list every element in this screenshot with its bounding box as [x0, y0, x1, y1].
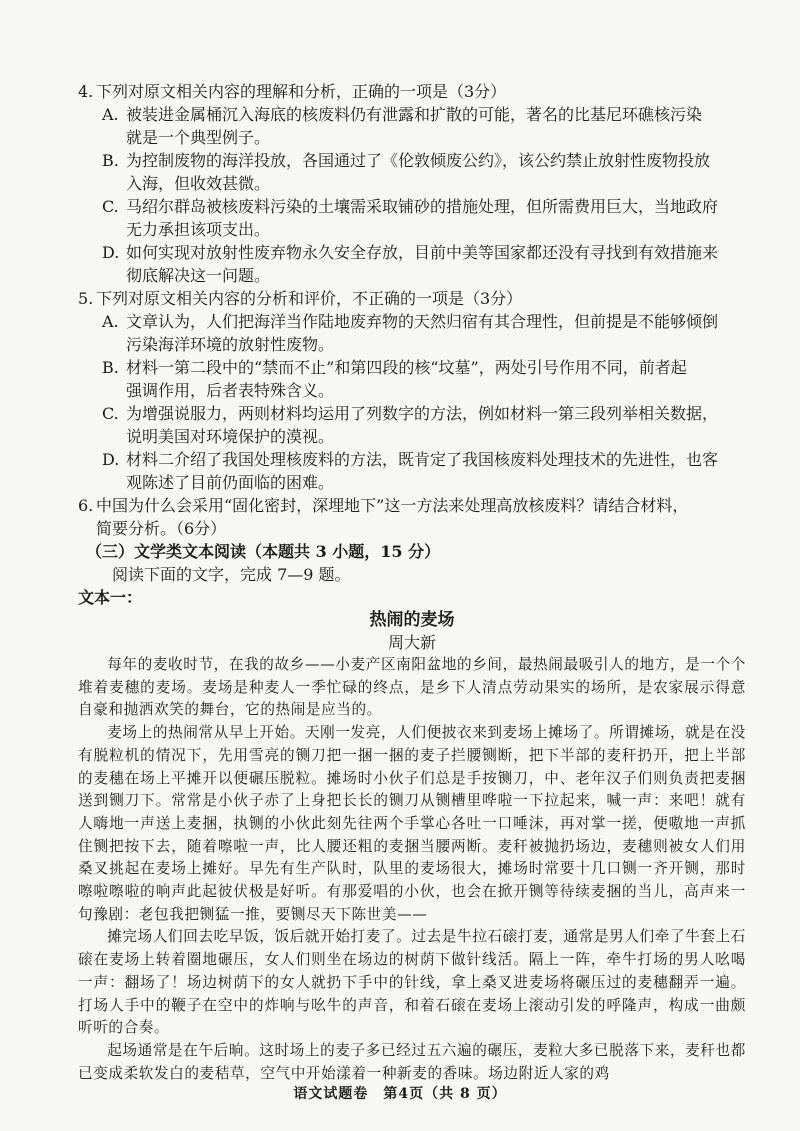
question-number: 4.: [78, 82, 94, 101]
question-number: 6.: [78, 496, 94, 515]
passage-paragraph: 摊完场人们回去吃早饭，饭后就开始打麦了。过去是牛拉石磙打麦，通常是男人们牵了牛套上石磙在麦场上转着圈地碾压，女人们则坐在场边的树荫下做针线活。隔上一阵，牵牛打场的男人吆喝一声：翻场了！场边树荫下的女人就扔下手中的针线，拿上桑叉进麦场将碾压过的麦穗翻弄一遍。打场人手中的鞭子在空中的炸响与吆牛的声音，和着石磙在麦场上滚动引发的呼隆声，构成一曲颇听听的合奏。: [78, 928, 746, 1037]
option-d: D. 材料二介绍了我国处理核废料的方法，既肯定了我国核废料处理技术的先进性，也客 观陈述了目前仍面临的困难。: [102, 450, 719, 492]
text-label: 文本一：: [78, 588, 143, 607]
option-b: B. 为控制废物的海洋投放，各国通过了《伦敦倾废公约》，该公约禁止放射性废物投放 入海，但收效甚微。: [102, 151, 711, 193]
question-5: [78, 287, 746, 494]
option-c: C. 马绍尔群岛被核废料污染的土壤需采取铺砂的措施处理，但所需费用巨大，当地政府 无力承担该项支出。: [102, 197, 719, 239]
passage-title: 热闹的麦场: [369, 610, 455, 630]
question-4: [78, 80, 746, 287]
passage-body: [78, 654, 746, 1085]
option-b: B. 材料一第二段中的“禁而不止”和第四段的核“坟墓”，两处引号作用不同，前者起 强调作用，后者表特殊含义。: [102, 358, 687, 400]
passage-paragraph: 麦场上的热闹常从早上开始。天刚一发亮，人们便披衣来到麦场上摊场了。所谓摊场，就是在没有脱粒机的情况下，先用雪亮的铡刀把一捆一捆的麦子拦腰铡断，把下半部的麦秆扔开，把上半部的麦穗在场上平摊开以便碾压脱粒。摊场时小伙子们总是手按铡刀，中、老年汉子们则负责把麦捆送到铡刀下。常常是小伙子赤了上身把长长的铡刀从铡槽里哗啦一下拉起来，喊一声：来吧！就有人嗨地一声送上麦捆，执铡的小伙此刻先往两个手掌心各吐一口唾沫，再对掌一搓，便嗷地一声抓住铡把按下去，随着嚓啦一声，比人腰还粗的麦捆当腰两断。麦秆被抛扔场边，麦穗则被女人们用桑叉挑起在麦场上摊好。早先有生产队时，队里的麦场很大，摊场时常要十几口铡一齐开铡，那时嚓啦嚓啦的响声此起彼伏极是好听。有那爱唱的小伙，也会在掀开铡等待续麦捆的当儿，高声来一句豫剧：老包我把铡猛一推，要铡尽天下陈世美——: [78, 724, 746, 923]
question-stem: 中国为什么会采用“固化密封，深埋地下”这一方法来处理高放核废料？请结合材料，: [96, 496, 689, 515]
option-a: A. 被装进金属桶沉入海底的核废料仍有泄露和扩散的可能，著名的比基尼环礁核污染 就是一个典型例子。: [102, 105, 703, 147]
passage-paragraph: 每年的麦收时节，在我的故乡——小麦产区南阳盆地的乡间，最热闹最吸引人的地方，是一个个堆着麦穗的麦场。麦场是种麦人一季忙碌的终点，是乡下人清点劳动果实的场所，是农家展示得意自豪和抛洒欢笑的舞台，它的热闹是应当的。: [78, 656, 746, 719]
page-footer: 语文试题卷 第4页（共 8 页）: [293, 1086, 507, 1102]
section-heading: （三）文学类文本阅读（本题共 3 小题，15 分）: [86, 542, 441, 561]
question-stem: 下列对原文相关内容的分析和评价，不正确的一项是（3分）: [96, 289, 523, 308]
question-stem-continued: 简要分析。（6分）: [96, 519, 227, 538]
option-c: C. 为增强说服力，两则材料均运用了列数字的方法，例如材料一第三段列举相关数据， 说明美国对环境保护的漠视。: [102, 404, 719, 446]
section-instruction: 阅读下面的文字，完成 7—9 题。: [112, 565, 351, 584]
question-stem: 下列对原文相关内容的理解和分析，正确的一项是（3分）: [96, 82, 507, 101]
passage-author: 周大新: [387, 633, 436, 652]
question-number: 5.: [78, 289, 94, 308]
passage-paragraph: 起场通常是在午后晌。这时场上的麦子多已经过五六遍的碾压，麦粒大多已脱落下来，麦秆也都已变成柔软发白的麦秸草，空气中开始漾着一种新麦的香味。场边附近人家的鸡: [78, 1041, 746, 1082]
question-6: [78, 494, 746, 540]
option-d: D. 如何实现对放射性废弃物永久安全存放，目前中美等国家都还没有寻找到有效措施来 彻底解决这一问题。: [102, 243, 719, 285]
section-hint: （本题共 3 小题，15 分）: [246, 542, 441, 561]
option-a: A. 文章认为，人们把海洋当作陆地废弃物的天然归宿有其合理性，但前提是不能够倾倒 污染海洋环境的放射性废物。: [102, 312, 719, 354]
